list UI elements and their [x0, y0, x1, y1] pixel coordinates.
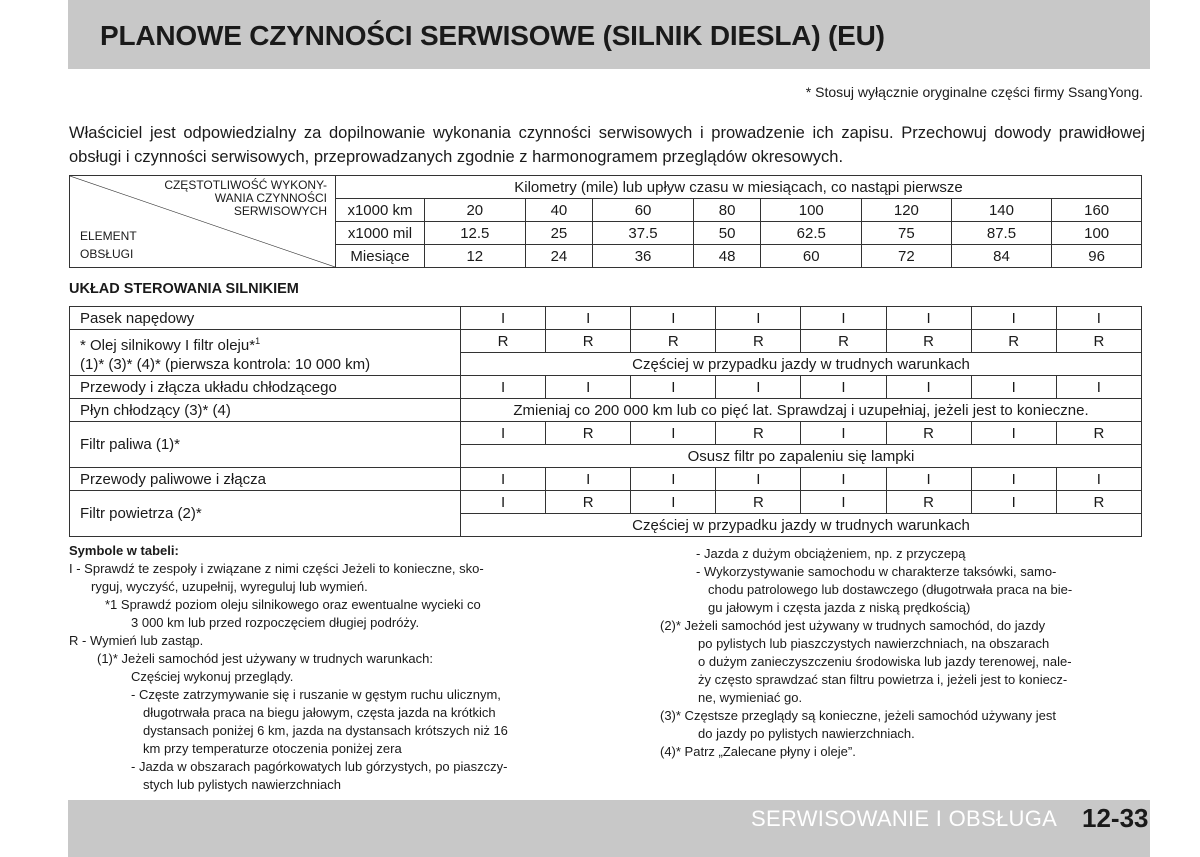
action-cell: R	[886, 330, 971, 353]
legend-line: do jazdy po pylistych nawierzchniach.	[698, 726, 915, 741]
interval-cell: 100	[761, 199, 862, 222]
legend-line: - Jazda w obszarach pagórkowatych lub górzystych, po piaszczy-	[131, 759, 508, 774]
action-cell: I	[1056, 307, 1141, 330]
interval-cell: 60	[761, 245, 862, 268]
page-number: 12-33	[1082, 803, 1149, 833]
legend-line: ryguj, wyczyść, uzupełnij, wyreguluj lub wymień.	[91, 579, 368, 594]
action-cell: R	[801, 330, 886, 353]
interval-cell: 40	[525, 199, 593, 222]
legend-line: o dużym zanieczyszczeniu środowiska lub jazdy terenowej, nale-	[698, 654, 1072, 669]
item-name-line: * Olej silnikowy I filtr oleju*	[80, 336, 256, 354]
item-name: Płyn chłodzący (3)* (4)	[70, 399, 461, 422]
action-cell: I	[461, 468, 546, 491]
intro-paragraph: Właściciel jest odpowiedzialny za dopilnowanie wykonania czynności serwisowych i prowadzenie ich zapisu. Przechowuj dowody prawidłowej obsługi i czynności serwisowych, przeprowadzanych zgodnie z harmonogramem przeglądów okresowych.	[69, 124, 1145, 166]
schedule-caption-row	[70, 176, 1142, 199]
action-cell: I	[461, 307, 546, 330]
action-cell: R	[716, 491, 801, 514]
item-name-line: (1)* (3)* (4)* (pierwsza kontrola: 10 000 km)	[80, 355, 371, 373]
action-cell: R	[716, 330, 801, 353]
legend-right	[660, 545, 1150, 761]
legend-title: Symbole w tabeli:	[69, 543, 179, 558]
action-cell: I	[631, 376, 716, 399]
legend-line: dystansach poniżej 6 km, jazda na dystansach krótszych niż 16	[143, 723, 508, 738]
interval-cell: 36	[593, 245, 694, 268]
action-cell: R	[1056, 330, 1141, 353]
legend-line: - Jazda z dużym obciążeniem, np. z przyczepą	[696, 546, 966, 561]
action-cell: R	[886, 491, 971, 514]
action-cell: R	[546, 422, 631, 445]
legend-line: - Częste zatrzymywanie się i ruszanie w gęstym ruchu ulicznym,	[131, 687, 501, 702]
corner-top-line: WANIA CZYNNOŚCI	[214, 191, 327, 205]
interval-cell: 100	[1052, 222, 1142, 245]
table-row	[70, 468, 1142, 491]
legend-line: ży często sprawdzać stan filtru powietrza i, jeżeli jest to koniecz-	[698, 672, 1068, 687]
action-cell: I	[461, 376, 546, 399]
interval-cell: 12.5	[425, 222, 526, 245]
legend-line: km przy temperaturze otoczenia poniżej zera	[143, 741, 402, 756]
note-cell: Częściej w przypadku jazdy w trudnych warunkach	[461, 514, 1142, 537]
corner-bottom-line: ELEMENT	[80, 229, 137, 243]
corner-top-line: CZĘSTOTLIWOŚĆ WYKONY-	[164, 178, 327, 192]
note-cell: Częściej w przypadku jazdy w trudnych warunkach	[461, 353, 1142, 376]
action-cell: I	[546, 376, 631, 399]
interval-cell: 25	[525, 222, 593, 245]
action-cell: I	[971, 491, 1056, 514]
footer-section-title: SERWISOWANIE I OBSŁUGA	[751, 806, 1058, 831]
action-cell: I	[716, 468, 801, 491]
interval-cell: 37.5	[593, 222, 694, 245]
action-cell: R	[546, 330, 631, 353]
corner-frequency-label	[164, 179, 327, 218]
genuine-parts-note: * Stosuj wyłącznie oryginalne części firmy SsangYong.	[805, 84, 1143, 100]
table-corner-cell	[70, 176, 336, 268]
action-cell: I	[1056, 376, 1141, 399]
item-name	[70, 330, 461, 376]
interval-cell: 87.5	[951, 222, 1052, 245]
legend-line: ne, wymieniać go.	[698, 690, 803, 705]
legend-line: - Wykorzystywanie samochodu w charakterze taksówki, samo-	[696, 564, 1057, 579]
schedule-caption: Kilometry (mile) lub upływ czasu w miesiącach, co nastąpi pierwsze	[336, 176, 1142, 199]
action-cell: I	[971, 376, 1056, 399]
interval-cell: 120	[862, 199, 952, 222]
legend-line: (3)* Częstsze przeglądy są konieczne, jeżeli samochód używany jest	[660, 708, 1056, 723]
action-cell: I	[971, 422, 1056, 445]
legend-left	[69, 542, 589, 794]
item-name: Filtr paliwa (1)*	[70, 422, 461, 468]
action-cell: I	[546, 468, 631, 491]
interval-cell: 160	[1052, 199, 1142, 222]
legend-line: I - Sprawdź te zespoły i związane z nimi części Jeżeli to konieczne, sko-	[69, 561, 484, 576]
action-cell: R	[716, 422, 801, 445]
action-cell: R	[971, 330, 1056, 353]
table-row	[70, 330, 1142, 353]
legend-line: (2)* Jeżeli samochód jest używany w trudnych samochód, do jazdy	[660, 618, 1046, 633]
legend-line: *1 Sprawdź poziom oleju silnikowego oraz ewentualne wycieki co	[105, 597, 481, 612]
interval-cell: 80	[693, 199, 761, 222]
action-cell: R	[631, 330, 716, 353]
action-cell: I	[716, 376, 801, 399]
footnote-marker: 1	[255, 335, 261, 346]
action-cell: R	[461, 330, 546, 353]
page-title: PLANOWE CZYNNOŚCI SERWISOWE (SILNIK DIESLA) (EU)	[100, 20, 885, 51]
legend-line: po pylistych lub piaszczystych nawierzchniach, na obszarach	[698, 636, 1050, 651]
action-cell: R	[546, 491, 631, 514]
action-cell: I	[886, 307, 971, 330]
action-cell: I	[631, 468, 716, 491]
interval-cell: 75	[862, 222, 952, 245]
interval-cell: 84	[951, 245, 1052, 268]
action-cell: I	[1056, 468, 1141, 491]
table-row	[70, 399, 1142, 422]
item-name: Przewody i złącza układu chłodzącego	[70, 376, 461, 399]
action-cell: I	[631, 307, 716, 330]
action-cell: I	[801, 491, 886, 514]
legend-line: chodu patrolowego lub dostawczego (długotrwała praca na bie-	[708, 582, 1073, 597]
action-cell: R	[886, 422, 971, 445]
action-cell: I	[971, 307, 1056, 330]
legend-line: R - Wymień lub zastąp.	[69, 633, 204, 648]
interval-cell: 50	[693, 222, 761, 245]
action-cell: I	[886, 468, 971, 491]
table-row	[70, 376, 1142, 399]
interval-cell: 20	[425, 199, 526, 222]
legend-line: stych lub pylistych nawierzchniach	[143, 777, 341, 792]
schedule-header-table	[69, 175, 1142, 268]
unit-label: x1000 mil	[336, 222, 425, 245]
action-cell: I	[971, 468, 1056, 491]
legend-line: 3 000 km lub przed rozpoczęciem długiej podróży.	[131, 615, 420, 630]
table-row	[70, 307, 1142, 330]
action-cell: I	[461, 422, 546, 445]
interval-cell: 96	[1052, 245, 1142, 268]
corner-bottom-line: OBSŁUGI	[80, 247, 134, 261]
action-cell: I	[546, 307, 631, 330]
interval-cell: 62.5	[761, 222, 862, 245]
action-cell: I	[716, 307, 801, 330]
action-cell: I	[801, 307, 886, 330]
interval-cell: 140	[951, 199, 1052, 222]
interval-cell: 24	[525, 245, 593, 268]
maintenance-items-table	[69, 306, 1142, 537]
unit-label: Miesiące	[336, 245, 425, 268]
item-name: Filtr powietrza (2)*	[70, 491, 461, 537]
corner-top-line: SERWISOWYCH	[233, 204, 327, 218]
legend-line: (1)* Jeżeli samochód jest używany w trudnych warunkach:	[97, 651, 433, 666]
action-cell: I	[631, 422, 716, 445]
action-cell: I	[801, 422, 886, 445]
action-cell: R	[1056, 491, 1141, 514]
interval-cell: 12	[425, 245, 526, 268]
legend-line: (4)* Patrz „Zalecane płyny i oleje”.	[660, 744, 856, 759]
action-cell: R	[1056, 422, 1141, 445]
legend-line: Częściej wykonuj przeglądy.	[131, 669, 294, 684]
legend-line: długotrwała praca na biegu jałowym, częsta jazda na krótkich	[143, 705, 496, 720]
action-cell: I	[801, 376, 886, 399]
note-cell: Osusz filtr po zapaleniu się lampki	[461, 445, 1142, 468]
table-row	[70, 491, 1142, 514]
section-title: UKŁAD STEROWANIA SILNIKIEM	[69, 281, 299, 297]
corner-element-label	[80, 227, 137, 263]
note-cell: Zmieniaj co 200 000 km lub co pięć lat. Sprawdzaj i uzupełniaj, jeżeli jest to konieczne.	[461, 399, 1142, 422]
interval-cell: 48	[693, 245, 761, 268]
action-cell: I	[886, 376, 971, 399]
item-name: Przewody paliwowe i złącza	[70, 468, 461, 491]
table-row	[70, 422, 1142, 445]
legend-line: gu jałowym i częsta jazda z niską prędkością)	[708, 600, 971, 615]
item-name: Pasek napędowy	[70, 307, 461, 330]
action-cell: I	[461, 491, 546, 514]
action-cell: I	[631, 491, 716, 514]
interval-cell: 72	[862, 245, 952, 268]
interval-cell: 60	[593, 199, 694, 222]
unit-label: x1000 km	[336, 199, 425, 222]
action-cell: I	[801, 468, 886, 491]
